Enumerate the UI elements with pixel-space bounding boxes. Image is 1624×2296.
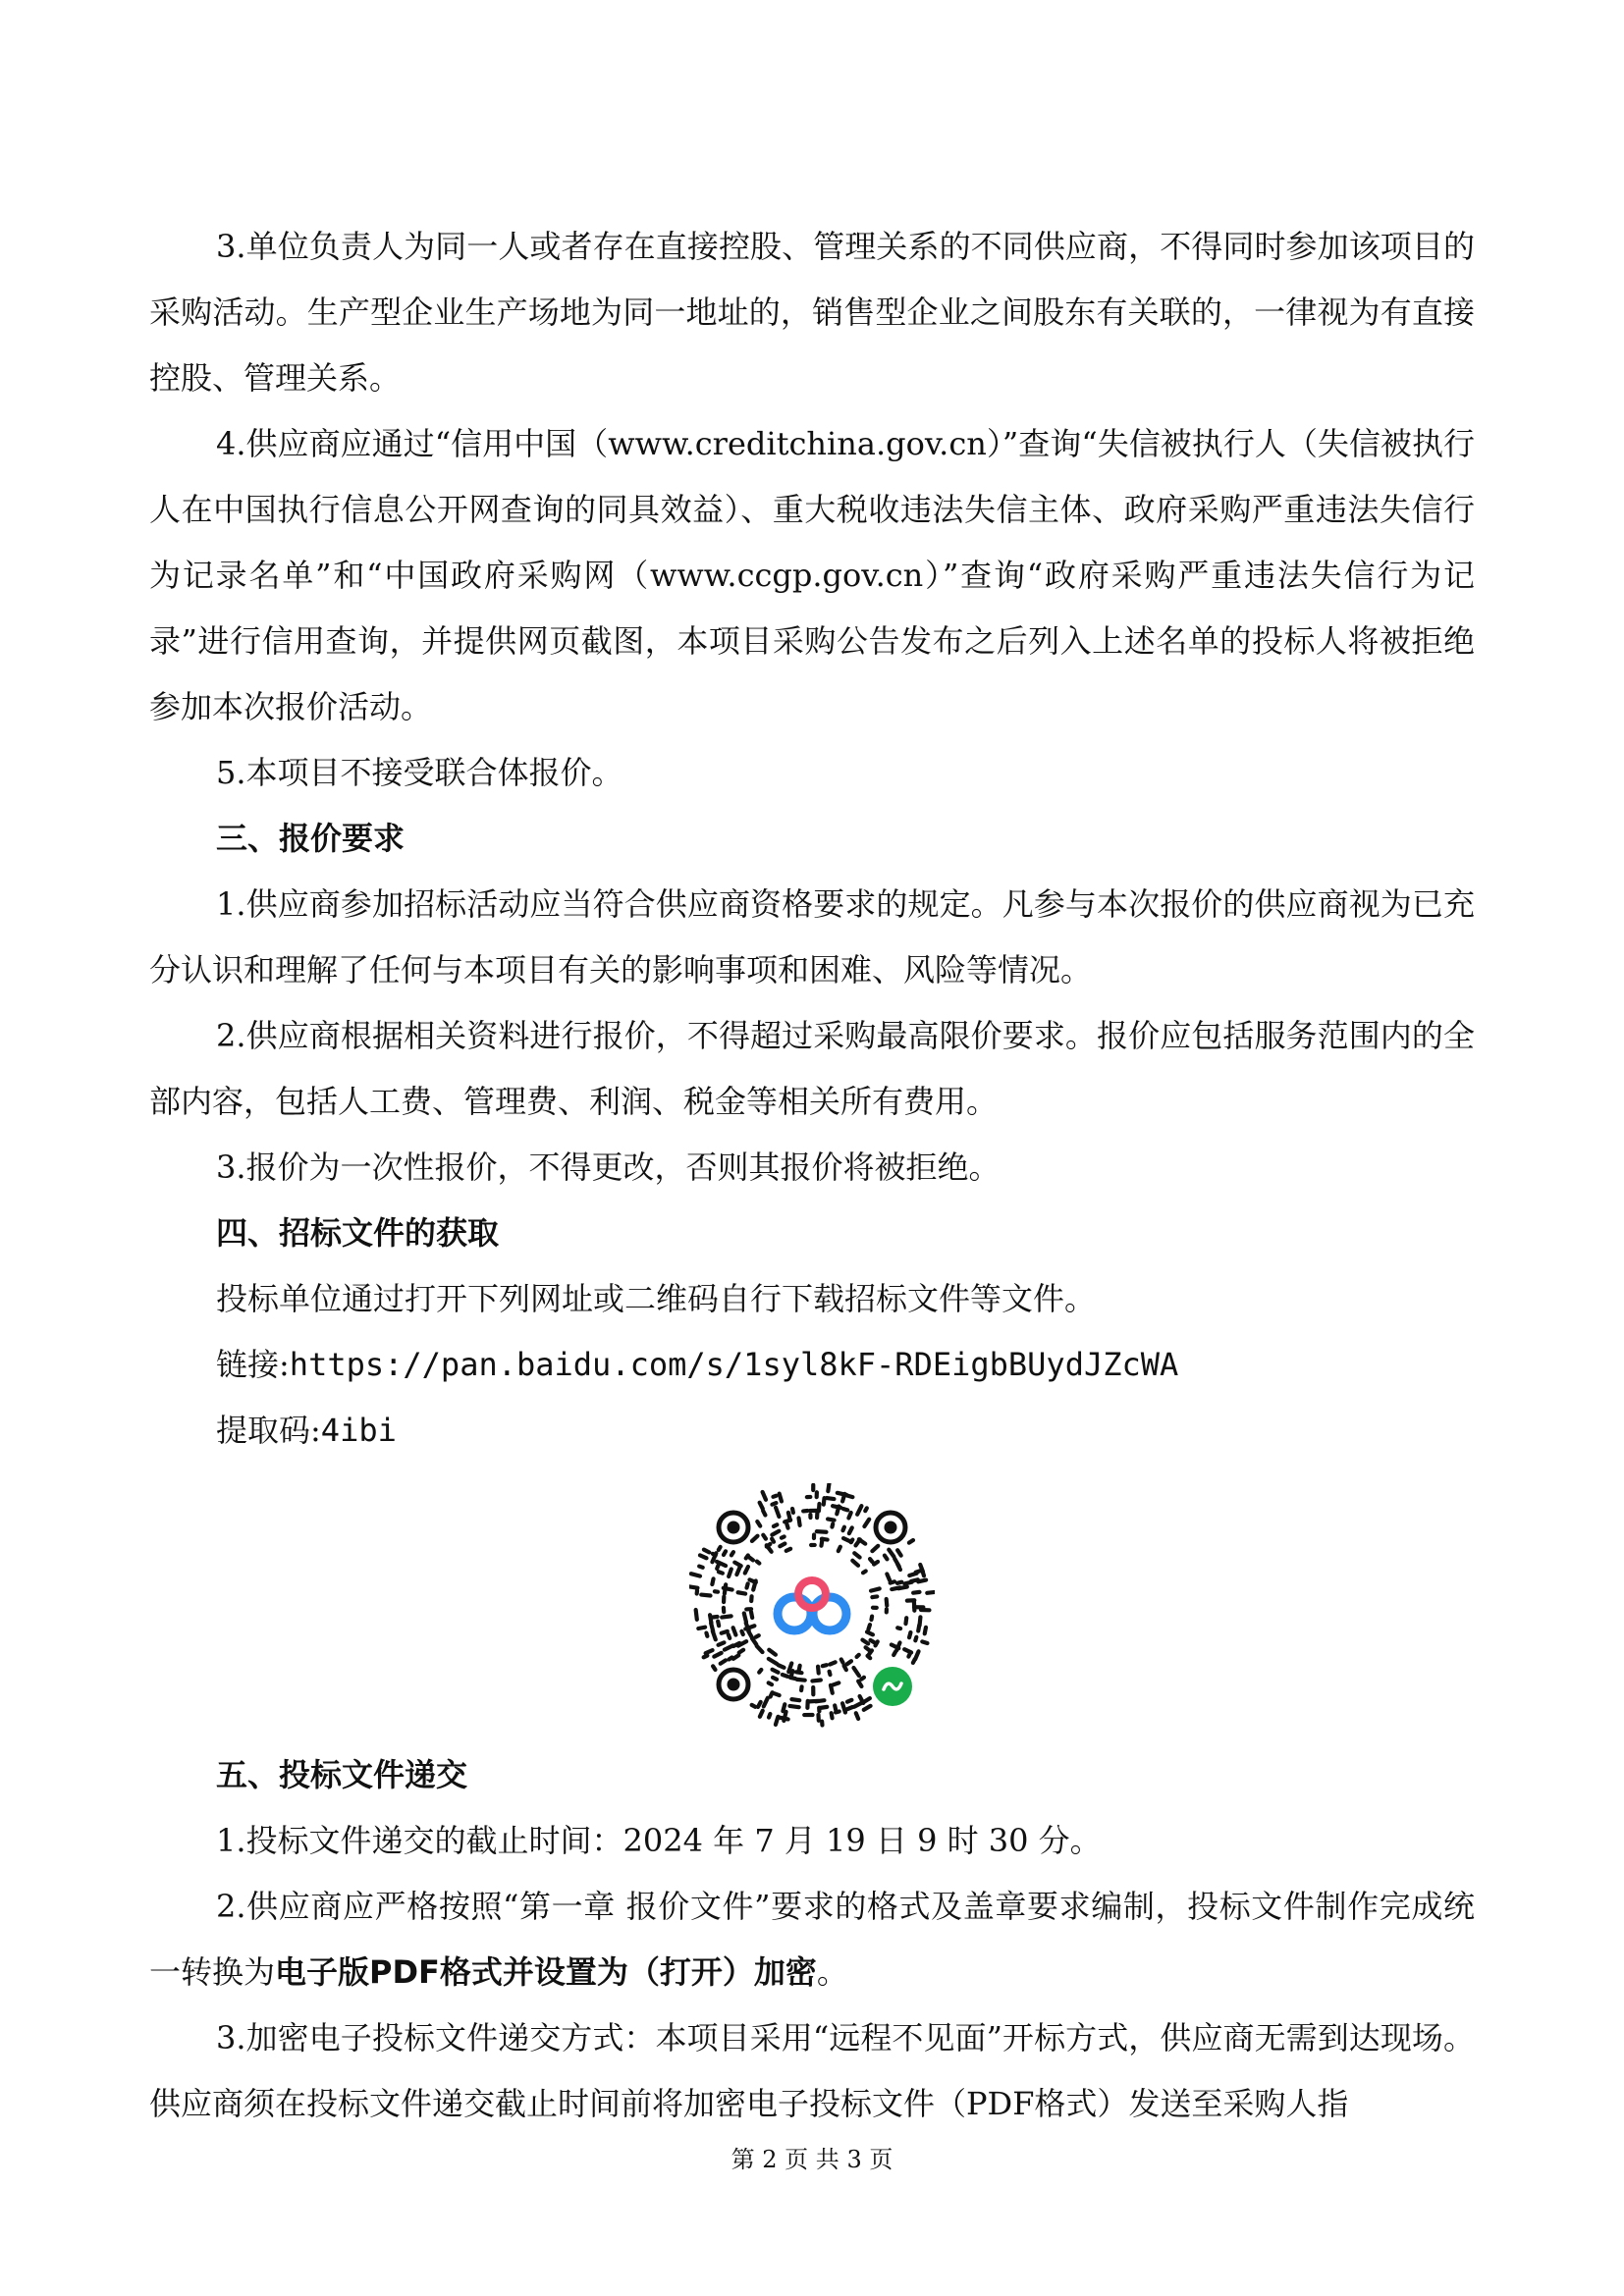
code-label: 提取码:: [216, 1412, 321, 1449]
submission-2-text-a: 2.供应商应严格按照“第一章 报价文件”要求的格式及盖章要求编制，投标文件制作完成统一转换为: [149, 1888, 1475, 1991]
paragraph-eligibility-3: 3.单位负责人为同一人或者存在直接控股、管理关系的不同供应商，不得同时参加该项目的采购活动。生产型企业生产场地为同一地址的，销售型企业之间股东有关联的，一律视为有直接控股、管理关系。: [149, 228, 1475, 397]
download-link[interactable]: https://pan.baidu.com/s/1syl8kF-RDEigbBUydJZcWA: [289, 1346, 1179, 1383]
section-heading-submission: 五、投标文件递交: [216, 1756, 468, 1793]
submission-2-bold: 电子版PDF格式并设置为（打开）加密: [275, 1953, 817, 1991]
paragraph-quote-2: 2.供应商根据相关资料进行报价，不得超过采购最高限价要求。报价应包括服务范围内的全部内容，包括人工费、管理费、利润、税金等相关所有费用。: [149, 1017, 1475, 1120]
paragraph-quote-1: 1.供应商参加招标活动应当符合供应商资格要求的规定。凡参与本次报价的供应商视为已充分认识和理解了任何与本项目有关的影响事项和困难、风险等情况。: [149, 885, 1475, 988]
link-label: 链接:: [216, 1346, 290, 1383]
paragraph-quote-3: 3.报价为一次性报价，不得更改，否则其报价将被拒绝。: [216, 1148, 1001, 1186]
paragraph-tender-docs-intro: 投标单位通过打开下列网址或二维码自行下载招标文件等文件。: [216, 1280, 1097, 1317]
paragraph-eligibility-5: 5.本项目不接受联合体报价。: [216, 754, 623, 791]
section-heading-quote-requirements: 三、报价要求: [216, 820, 406, 857]
paragraph-submission-1: 1.投标文件递交的截止时间：2024 年 7 月 19 日 9 时 30 分。: [216, 1822, 1102, 1859]
extraction-code: 4ibi: [320, 1412, 397, 1449]
paragraph-eligibility-4: 4.供应商应通过“信用中国（www.creditchina.gov.cn）”查询“失信被执行人（失信被执行人在中国执行信息公开网查询的同具效益）、重大税收违法失信主体、政府采购严重违法失信行为记录名单”和“中国政府采购网（www.ccgp.gov.cn）”查询“政府采购严重违法失信行为记录”进行信用查询，并提供网页截图，本项目采购公告发布之后列入上述名单的投标人将被拒绝参加本次报价活动。: [149, 425, 1475, 725]
download-link-line: [149, 1332, 1475, 1398]
paragraph-submission-3: 3.加密电子投标文件递交方式：本项目采用“远程不见面”开标方式，供应商无需到达现场。供应商须在投标文件递交截止时间前将加密电子投标文件（PDF格式）发送至采购人指: [149, 2019, 1475, 2122]
extraction-code-line: [149, 1398, 1475, 1464]
submission-2-text-c: 。: [816, 1953, 848, 1991]
baidu-netdisk-qr-icon: [689, 1483, 935, 1729]
document-body: [149, 214, 1475, 2137]
page-footer: 第 2 页 共 3 页: [731, 2146, 893, 2173]
qr-code[interactable]: [689, 1483, 935, 1729]
paragraph-submission-2: [149, 1874, 1475, 2005]
section-heading-tender-docs: 四、招标文件的获取: [216, 1214, 500, 1252]
